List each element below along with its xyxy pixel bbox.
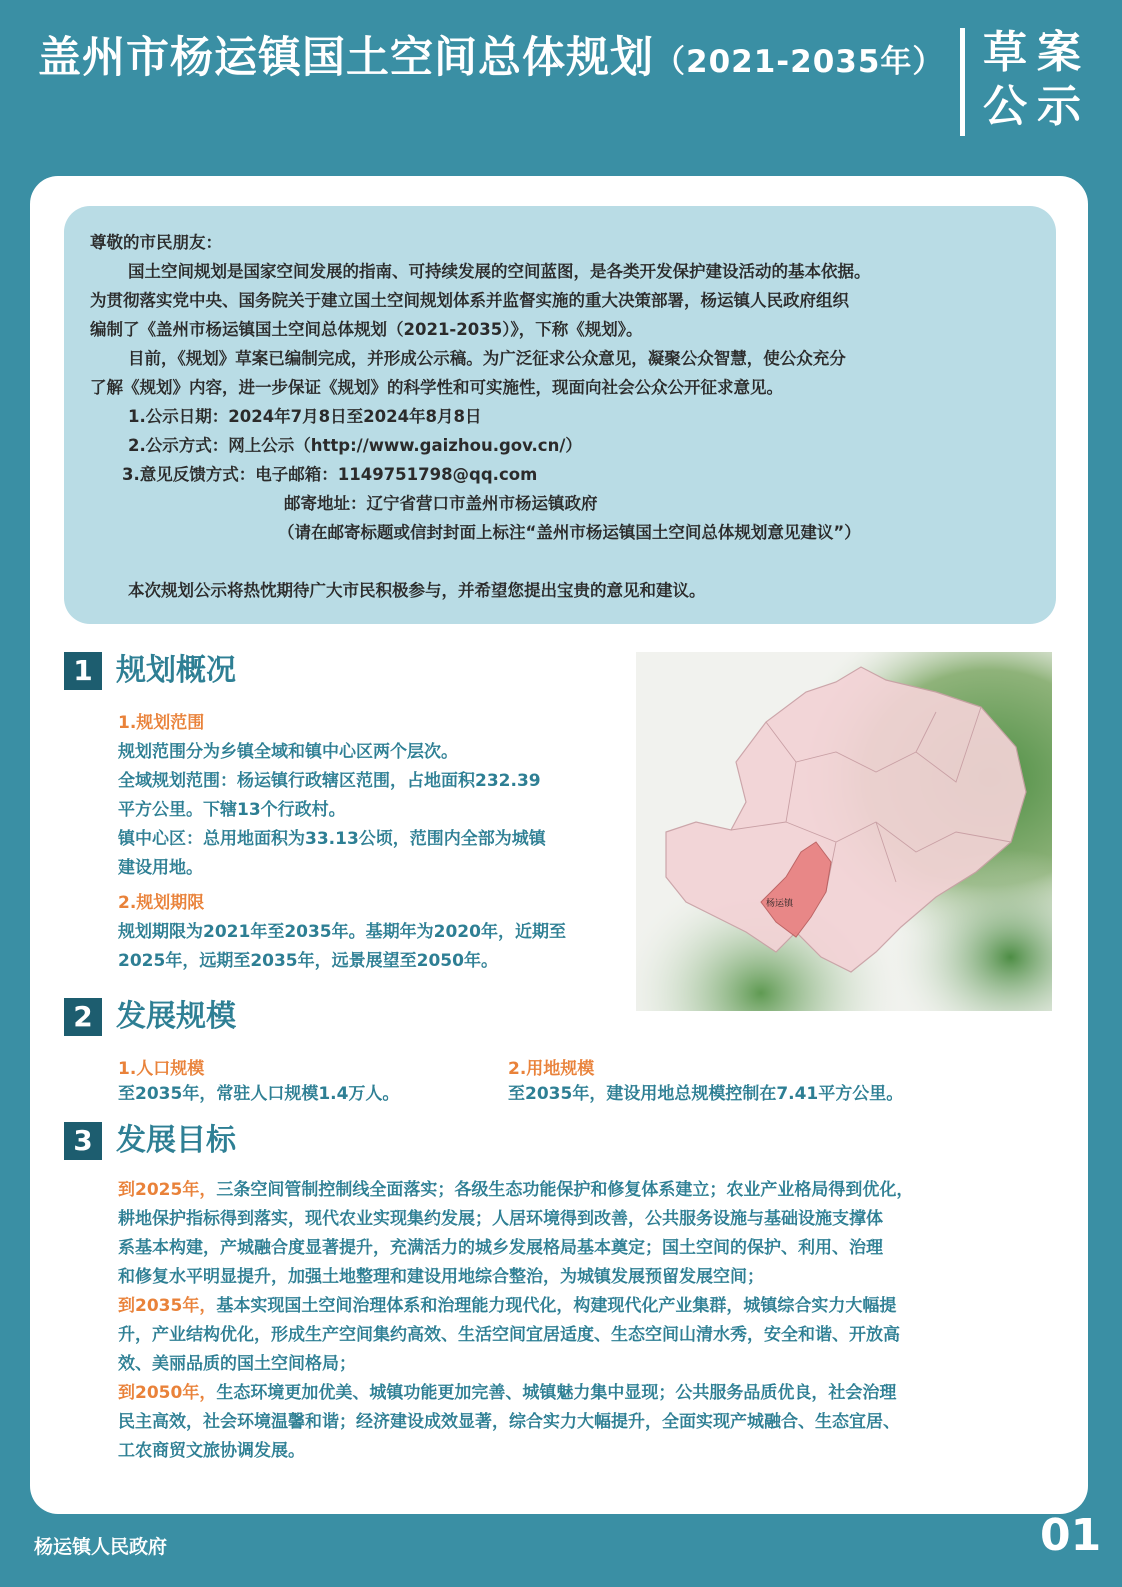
text-line: 到2050年，生态环境更加优美、城镇功能更加完善、城镇魅力集中显现；公共服务品质优良，社会治理 — [118, 1383, 897, 1403]
planning-period-text — [118, 918, 566, 976]
goals-text — [118, 1176, 913, 1466]
text-line: 镇中心区：总用地面积为33.13公顷，范围内全部为城镇 — [118, 829, 546, 849]
notice-mail-address: 邮寄地址：辽宁省营口市盖州市杨运镇政府 — [284, 494, 598, 513]
header-divider — [960, 28, 965, 136]
notice-closing: 本次规划公示将热忱期待广大市民积极参与，并希望您提出宝贵的意见和建议。 — [128, 581, 706, 600]
subsection-title: 1.人口规模 — [118, 1059, 205, 1079]
text-line: 平方公里。下辖13个行政村。 — [118, 800, 346, 820]
text-line: 耕地保护指标得到落实，现代农业实现集约发展；人居环境得到改善，公共服务设施与基础设施支撑体 — [118, 1209, 883, 1229]
draft-tag-line2: 公示 — [983, 81, 1091, 132]
title-main: 盖州市杨运镇国土空间总体规划 — [38, 33, 654, 83]
notice-greeting: 尊敬的市民朋友： — [90, 233, 222, 252]
section-number: 1 — [64, 652, 102, 690]
section-number: 2 — [64, 998, 102, 1036]
text-line: 全域规划范围：杨运镇行政辖区范围，占地面积232.39 — [118, 771, 541, 791]
notice-paragraph: 编制了《盖州市杨运镇国土空间总体规划（2021-2035）》，下称《规划》。 — [90, 320, 643, 339]
notice-box — [64, 206, 1056, 624]
notice-method: 2.公示方式：网上公示（http://www.gaizhou.gov.cn/） — [128, 436, 582, 455]
notice-paragraph: 为贯彻落实党中央、国务院关于建立国土空间规划体系并监督实施的重大决策部署，杨运镇人民政府组织 — [90, 291, 849, 310]
subsection-title: 2.规划期限 — [118, 893, 205, 913]
year-label: 到2050年， — [118, 1383, 217, 1403]
text-line: 建设用地。 — [118, 858, 203, 878]
notice-feedback-email: 3.意见反馈方式：电子邮箱：1149751798@qq.com — [122, 465, 538, 484]
section-title: 发展规模 — [116, 999, 236, 1034]
text-line: 到2035年，基本实现国土空间治理体系和治理能力现代化，构建现代化产业集群，城镇综合实力大幅提 — [118, 1296, 897, 1316]
notice-paragraph: 了解《规划》内容，进一步保证《规划》的科学性和可实施性，现面向社会公众公开征求意见。 — [90, 378, 783, 397]
section-title: 规划概况 — [116, 653, 236, 688]
population-text: 至2035年，常驻人口规模1.4万人。 — [118, 1084, 400, 1104]
page-number: 01 — [1040, 1510, 1102, 1561]
year-label: 到2035年， — [118, 1296, 217, 1316]
text-line: 2025年，远期至2035年，远景展望至2050年。 — [118, 951, 498, 971]
notice-paragraph: 国土空间规划是国家空间发展的指南、可持续发展的空间蓝图，是各类开发保护建设活动的基本依据。 — [128, 262, 871, 281]
draft-tag-line1: 草案 — [983, 27, 1091, 78]
notice-mail-note: （请在邮寄标题或信封封面上标注“盖州市杨运镇国土空间总体规划意见建议”） — [278, 523, 861, 542]
section-number: 3 — [64, 1122, 102, 1160]
planning-scope-text — [118, 738, 546, 883]
year-label: 到2025年， — [118, 1180, 217, 1200]
section-title: 发展目标 — [116, 1123, 236, 1158]
text-line: 民主高效，社会环境温馨和谐；经济建设成效显著，综合实力大幅提升，全面实现产城融合、生态宜居、 — [118, 1412, 900, 1432]
map-label: 杨运镇 — [766, 899, 794, 909]
subsection-title: 1.规划范围 — [118, 713, 205, 733]
land-use-text: 至2035年，建设用地总规模控制在7.41平方公里。 — [508, 1084, 904, 1104]
text-line: 系基本构建，产城融合度显著提升，充满活力的城乡发展格局基本奠定；国土空间的保护、利用、治理 — [118, 1238, 883, 1258]
text-line: 升，产业结构优化，形成生产空间集约高效、生活空间宜居适度、生态空间山清水秀，安全和谐、开放高 — [118, 1325, 900, 1345]
subsection-title: 2.用地规模 — [508, 1059, 595, 1079]
text-line: 规划期限为2021年至2035年。基期年为2020年，近期至 — [118, 922, 566, 942]
notice-paragraph: 目前，《规划》草案已编制完成，并形成公示稿。为广泛征求公众意见，凝聚公众智慧，使公众充分 — [128, 349, 846, 368]
text-line: 到2025年，三条空间管制控制线全面落实；各级生态功能保护和修复体系建立；农业产业格局得到优化， — [118, 1180, 914, 1200]
text-line: 工农商贸文旅协调发展。 — [118, 1441, 305, 1461]
notice-date: 1.公示日期：2024年7月8日至2024年8月8日 — [128, 407, 482, 426]
title-years: （2021-2035年） — [654, 44, 945, 80]
town-map — [636, 652, 1052, 1011]
footer-organization: 杨运镇人民政府 — [34, 1536, 168, 1558]
draft-tag — [983, 26, 1103, 134]
text-line: 规划范围分为乡镇全域和镇中心区两个层次。 — [118, 742, 458, 762]
page-title — [38, 28, 944, 92]
text-line: 和修复水平明显提升，加强土地整理和建设用地综合整治，为城镇发展预留发展空间； — [118, 1267, 764, 1287]
text-line: 效、美丽品质的国土空间格局； — [118, 1354, 356, 1374]
terrain-map-image — [636, 652, 1052, 1011]
